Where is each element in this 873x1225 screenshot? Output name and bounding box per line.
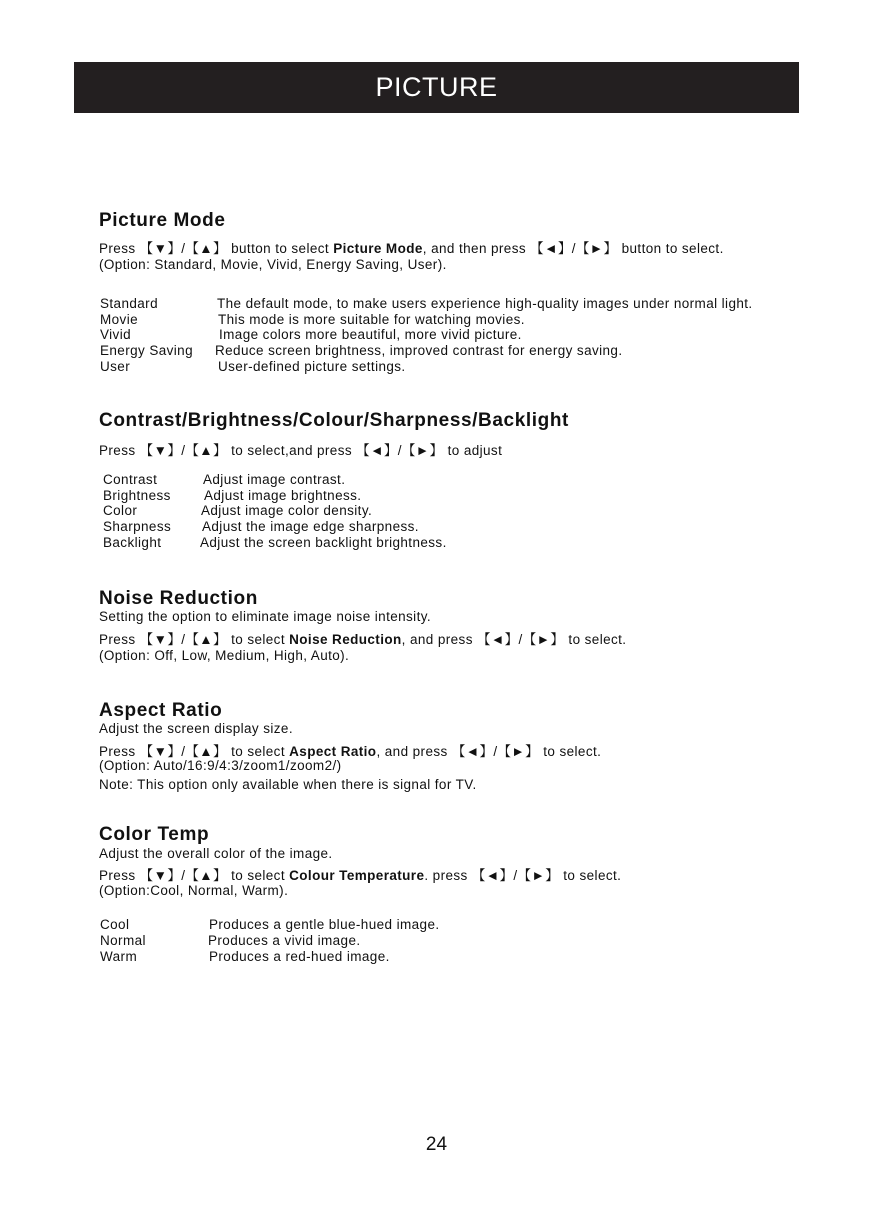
left-right-keys: 【◄】/【►】 <box>356 443 444 458</box>
noise-reduction-desc: Setting the option to eliminate image noise intensity. <box>99 609 432 624</box>
definition-desc: Produces a vivid image. <box>208 933 361 948</box>
aspect-ratio-instruction <box>99 740 601 760</box>
up-down-keys: 【▼】/【▲】 <box>139 632 227 647</box>
definition-term: Vivid <box>100 327 132 342</box>
definition-desc: Produces a gentle blue-hued image. <box>209 917 440 932</box>
left-right-keys: 【◄】/【►】 <box>451 744 540 759</box>
definition-term: Contrast <box>103 472 158 487</box>
color-temp-title: Color Temp <box>99 824 210 845</box>
definition-term: Color <box>103 503 138 518</box>
text: to select <box>226 868 290 883</box>
text: to select. <box>559 868 622 883</box>
text: to select <box>226 744 290 759</box>
up-down-keys: 【▼】/【▲】 <box>139 868 227 883</box>
picture-mode-instruction <box>99 237 724 257</box>
definition-desc: Reduce screen brightness, improved contrast for energy saving. <box>215 343 623 358</box>
definition-term: Warm <box>100 949 138 964</box>
text: Press <box>99 632 140 647</box>
definition-desc: Adjust the image edge sharpness. <box>202 519 419 534</box>
definition-term: User <box>100 359 131 374</box>
text: Press <box>99 744 140 759</box>
definition-desc: Produces a red-hued image. <box>209 949 390 964</box>
text: , and press <box>401 632 477 647</box>
text: Press <box>99 241 140 256</box>
text: , and press <box>376 744 452 759</box>
up-down-keys: 【▼】/【▲】 <box>139 744 227 759</box>
definition-desc: This mode is more suitable for watching movies. <box>218 312 525 327</box>
aspect-ratio-options: (Option: Auto/16:9/4:3/zoom1/zoom2/) <box>99 758 342 773</box>
definition-term: Energy Saving <box>100 343 194 358</box>
color-temp-instruction <box>99 864 621 884</box>
noise-reduction-options: (Option: Off, Low, Medium, High, Auto). <box>99 648 350 663</box>
up-down-keys: 【▼】/【▲】 <box>139 443 227 458</box>
left-right-keys: 【◄】/【►】 <box>530 241 618 256</box>
left-right-keys: 【◄】/【►】 <box>471 868 560 883</box>
page-number: 24 <box>425 1134 448 1155</box>
menu-item-name: Noise Reduction <box>289 632 402 647</box>
text: to select. <box>564 632 627 647</box>
picture-mode-title: Picture Mode <box>99 210 226 231</box>
text: Press <box>99 443 140 458</box>
definition-term: Brightness <box>103 488 171 503</box>
definition-desc: User-defined picture settings. <box>218 359 406 374</box>
text: to adjust <box>443 443 503 458</box>
left-right-keys: 【◄】/【►】 <box>477 632 565 647</box>
noise-reduction-title: Noise Reduction <box>99 588 258 609</box>
definition-desc: Adjust the screen backlight brightness. <box>200 535 447 550</box>
text: . press <box>424 868 472 883</box>
definition-desc: Adjust image color density. <box>201 503 373 518</box>
contrast-instruction <box>99 439 502 459</box>
definition-term: Movie <box>100 312 139 327</box>
aspect-ratio-desc: Adjust the screen display size. <box>99 721 293 736</box>
menu-item-name: Picture Mode <box>333 241 423 256</box>
picture-mode-options: (Option: Standard, Movie, Vivid, Energy Saving, User). <box>99 257 447 272</box>
menu-item-name: Aspect Ratio <box>289 744 377 759</box>
contrast-title: Contrast/Brightness/Colour/Sharpness/Backlight <box>99 410 569 431</box>
text: , and then press <box>422 241 531 256</box>
aspect-ratio-title: Aspect Ratio <box>99 700 223 721</box>
menu-item-name: Colour Temperature <box>289 868 425 883</box>
definition-term: Cool <box>100 917 130 932</box>
text: to select,and press <box>226 443 357 458</box>
definition-term: Sharpness <box>103 519 172 534</box>
definition-desc: Image colors more beautiful, more vivid picture. <box>219 327 522 342</box>
noise-reduction-instruction <box>99 628 626 648</box>
page-header <box>74 62 799 113</box>
color-temp-options: (Option:Cool, Normal, Warm). <box>99 883 289 898</box>
aspect-ratio-note: Note: This option only available when there is signal for TV. <box>99 777 477 792</box>
definition-term: Backlight <box>103 535 162 550</box>
definition-term: Standard <box>100 296 158 311</box>
page-title: PICTURE <box>375 72 498 102</box>
text: button to select <box>226 241 334 256</box>
color-temp-desc: Adjust the overall color of the image. <box>99 846 333 861</box>
definition-desc: The default mode, to make users experience high-quality images under normal light. <box>217 296 753 311</box>
definition-desc: Adjust image contrast. <box>203 472 346 487</box>
text: Press <box>99 868 140 883</box>
text: to select <box>226 632 290 647</box>
up-down-keys: 【▼】/【▲】 <box>139 241 227 256</box>
definition-desc: Adjust image brightness. <box>204 488 362 503</box>
text: button to select. <box>617 241 724 256</box>
text: to select. <box>539 744 602 759</box>
definition-term: Normal <box>100 933 146 948</box>
